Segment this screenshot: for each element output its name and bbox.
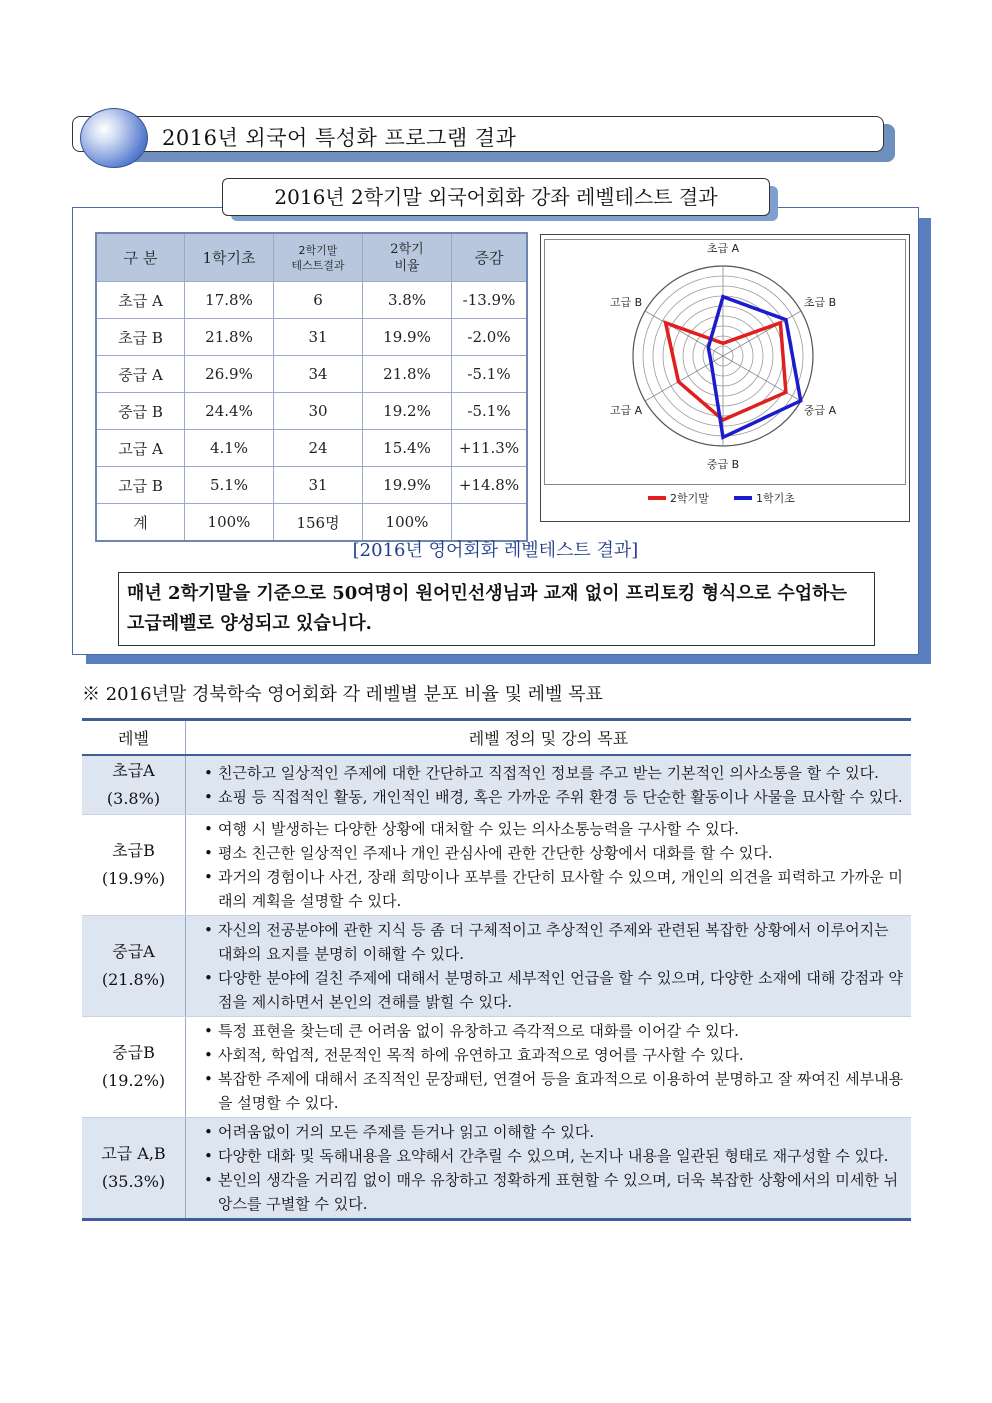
score-header-test-line1: 2학기말 xyxy=(298,243,338,257)
score-cell: 19.9% xyxy=(363,319,452,356)
score-cell: 31 xyxy=(274,319,363,356)
level-goal-item: • 평소 친근한 일상적인 주제나 개인 관심사에 관한 간단한 상황에서 대화를 할 수 있다. xyxy=(200,841,905,865)
score-cell: 초급 A xyxy=(96,282,185,319)
score-cell: 100% xyxy=(363,504,452,542)
score-cell: 4.1% xyxy=(185,430,274,467)
score-header-ratio-line1: 2학기 xyxy=(390,241,424,257)
level-goal-item: • 과거의 경험이나 사건, 장래 희망이나 포부를 간단히 묘사할 수 있으며, 개인의 의견을 피력하고 가까운 미래의 계획을 설명할 수 있다. xyxy=(200,865,905,913)
score-cell: 30 xyxy=(274,393,363,430)
score-cell: -13.9% xyxy=(452,282,528,319)
level-description-cell xyxy=(186,755,912,815)
score-cell: 34 xyxy=(274,356,363,393)
score-header-test-line2: 테스트결과 xyxy=(291,258,345,272)
banner-orb-icon xyxy=(80,108,148,168)
score-table-header xyxy=(96,233,527,282)
score-table-row xyxy=(96,319,527,356)
level-row xyxy=(82,815,911,916)
radar-category-label: 중급 A xyxy=(803,404,837,417)
page-title: 2016년 외국어 특성화 프로그램 결과 xyxy=(162,126,517,150)
score-table-row xyxy=(96,356,527,393)
level-name-cell xyxy=(82,1017,186,1118)
level-percent: (35.3%) xyxy=(101,1172,166,1191)
level-percent: (3.8%) xyxy=(106,789,161,808)
level-goal-item: • 친근하고 일상적인 주제에 대한 간단하고 직접적인 정보를 주고 받는 기본적인 의사소통을 할 수 있다. xyxy=(200,761,905,785)
level-percent: (21.8%) xyxy=(101,970,166,989)
radar-chart xyxy=(540,234,910,522)
levels-table xyxy=(82,718,911,1221)
score-header-change: 증감 xyxy=(452,233,528,282)
score-cell: 초급 B xyxy=(96,319,185,356)
level-goal-item: • 본인의 생각을 거리낌 없이 매우 유창하고 정확하게 표현할 수 있으며, 더욱 복잡한 상황에서의 미세한 뉘앙스를 구별할 수 있다. xyxy=(200,1168,905,1216)
score-cell: 3.8% xyxy=(363,282,452,319)
levels-section-title: ※ 2016년말 경북학숙 영어회화 각 레벨별 분포 비율 및 레벨 목표 xyxy=(82,684,603,705)
score-cell: 24 xyxy=(274,430,363,467)
level-description-cell xyxy=(186,1118,912,1220)
score-cell: 중급 A xyxy=(96,356,185,393)
levels-header-level: 레벨 xyxy=(82,720,186,756)
level-goal-item: • 자신의 전공분야에 관한 지식 등 좀 더 구체적이고 추상적인 주제와 관련된 복잡한 상황에서 이루어지는 대화의 요지를 분명히 이해할 수 있다. xyxy=(200,918,905,966)
level-name-cell xyxy=(82,916,186,1017)
score-cell: 31 xyxy=(274,467,363,504)
score-table-row xyxy=(96,393,527,430)
result-subtitle: 2016년 2학기말 외국어회화 강좌 레벨테스트 결과 xyxy=(222,178,770,216)
radar-category-label: 중급 B xyxy=(706,458,740,471)
score-cell: 계 xyxy=(96,504,185,542)
score-table-row xyxy=(96,282,527,319)
radar-category-label: 초급 A xyxy=(706,242,740,255)
radar-category-label: 고급 A xyxy=(609,404,643,417)
score-cell: 24.4% xyxy=(185,393,274,430)
result-note: 매년 2학기말을 기준으로 50여명이 원어민선생님과 교재 없이 프리토킹 형식으로 수업하는 고급레벨로 양성되고 있습니다. xyxy=(118,572,875,646)
score-cell: 19.2% xyxy=(363,393,452,430)
score-cell: 19.9% xyxy=(363,467,452,504)
levels-table-header xyxy=(82,720,911,756)
level-name: 중급A xyxy=(112,942,155,961)
score-cell: 17.8% xyxy=(185,282,274,319)
level-percent: (19.2%) xyxy=(101,1071,166,1090)
score-cell: 6 xyxy=(274,282,363,319)
level-description-cell xyxy=(186,1017,912,1118)
score-cell: +11.3% xyxy=(452,430,528,467)
score-header-category: 구 분 xyxy=(96,233,185,282)
score-header-test xyxy=(274,233,363,282)
level-goal-item: • 다양한 대화 및 독해내용을 요약해서 간추릴 수 있으며, 논지나 내용을 일관된 형태로 재구성할 수 있다. xyxy=(200,1144,905,1168)
level-name: 초급A xyxy=(112,761,155,780)
score-header-sem1: 1학기초 xyxy=(185,233,274,282)
chart-caption: [2016년 영어회화 레벨테스트 결과] xyxy=(352,540,639,561)
level-description-cell xyxy=(186,916,912,1017)
level-description-cell xyxy=(186,815,912,916)
score-cell: 26.9% xyxy=(185,356,274,393)
level-goal-item: • 사회적, 학업적, 전문적인 목적 하에 유연하고 효과적으로 영어를 구사할 수 있다. xyxy=(200,1043,905,1067)
level-row xyxy=(82,1017,911,1118)
level-goal-item: • 특정 표현을 찾는데 큰 어려움 없이 유창하고 즉각적으로 대화를 이어갈 수 있다. xyxy=(200,1019,905,1043)
level-name: 초급B xyxy=(112,841,155,860)
level-goal-item: • 쇼핑 등 직접적인 활동, 개인적인 배경, 혹은 가까운 주위 환경 등 단순한 활동이나 사물을 묘사할 수 있다. xyxy=(200,785,905,809)
score-cell: 100% xyxy=(185,504,274,542)
level-row xyxy=(82,916,911,1017)
level-goal-item: • 여행 시 발생하는 다양한 상황에 대처할 수 있는 의사소통능력을 구사할 수 있다. xyxy=(200,817,905,841)
score-cell: 21.8% xyxy=(185,319,274,356)
score-cell: 156명 xyxy=(274,504,363,542)
level-goal-item: • 다양한 분야에 걸친 주제에 대해서 분명하고 세부적인 언급을 할 수 있으며, 다양한 소재에 대해 강점과 약점을 제시하면서 본인의 견해를 밝힐 수 있다. xyxy=(200,966,905,1014)
level-name: 중급B xyxy=(112,1043,155,1062)
score-cell: 고급 B xyxy=(96,467,185,504)
score-header-ratio xyxy=(363,233,452,282)
legend-label: 2학기말 xyxy=(670,492,709,505)
score-cell: -5.1% xyxy=(452,393,528,430)
score-table-row xyxy=(96,467,527,504)
radar-series-1 xyxy=(666,323,786,420)
score-cell: 21.8% xyxy=(363,356,452,393)
score-cell: -2.0% xyxy=(452,319,528,356)
score-table xyxy=(95,232,528,542)
level-goal-item: • 복잡한 주제에 대해서 조직적인 문장패턴, 연결어 등을 효과적으로 이용하여 분명하고 잘 짜여진 세부내용을 설명할 수 있다. xyxy=(200,1067,905,1115)
score-cell: 15.4% xyxy=(363,430,452,467)
score-cell: 중급 B xyxy=(96,393,185,430)
level-row xyxy=(82,755,911,815)
score-cell: -5.1% xyxy=(452,356,528,393)
score-table-row xyxy=(96,430,527,467)
score-header-ratio-line2: 비율 xyxy=(394,258,420,274)
level-row xyxy=(82,1118,911,1220)
score-cell: 고급 A xyxy=(96,430,185,467)
radar-category-label: 고급 B xyxy=(609,296,643,309)
level-goal-item: • 어려움없이 거의 모든 주제를 듣거나 읽고 이해할 수 있다. xyxy=(200,1120,905,1144)
legend-label: 1학기초 xyxy=(756,492,795,505)
levels-header-desc: 레벨 정의 및 강의 목표 xyxy=(186,720,912,756)
level-name-cell xyxy=(82,755,186,815)
level-name-cell xyxy=(82,1118,186,1220)
level-percent: (19.9%) xyxy=(101,869,166,888)
radar-category-label: 초급 B xyxy=(803,296,837,309)
level-name: 고급 A,B xyxy=(101,1144,166,1163)
score-cell: +14.8% xyxy=(452,467,528,504)
score-cell: 5.1% xyxy=(185,467,274,504)
level-name-cell xyxy=(82,815,186,916)
